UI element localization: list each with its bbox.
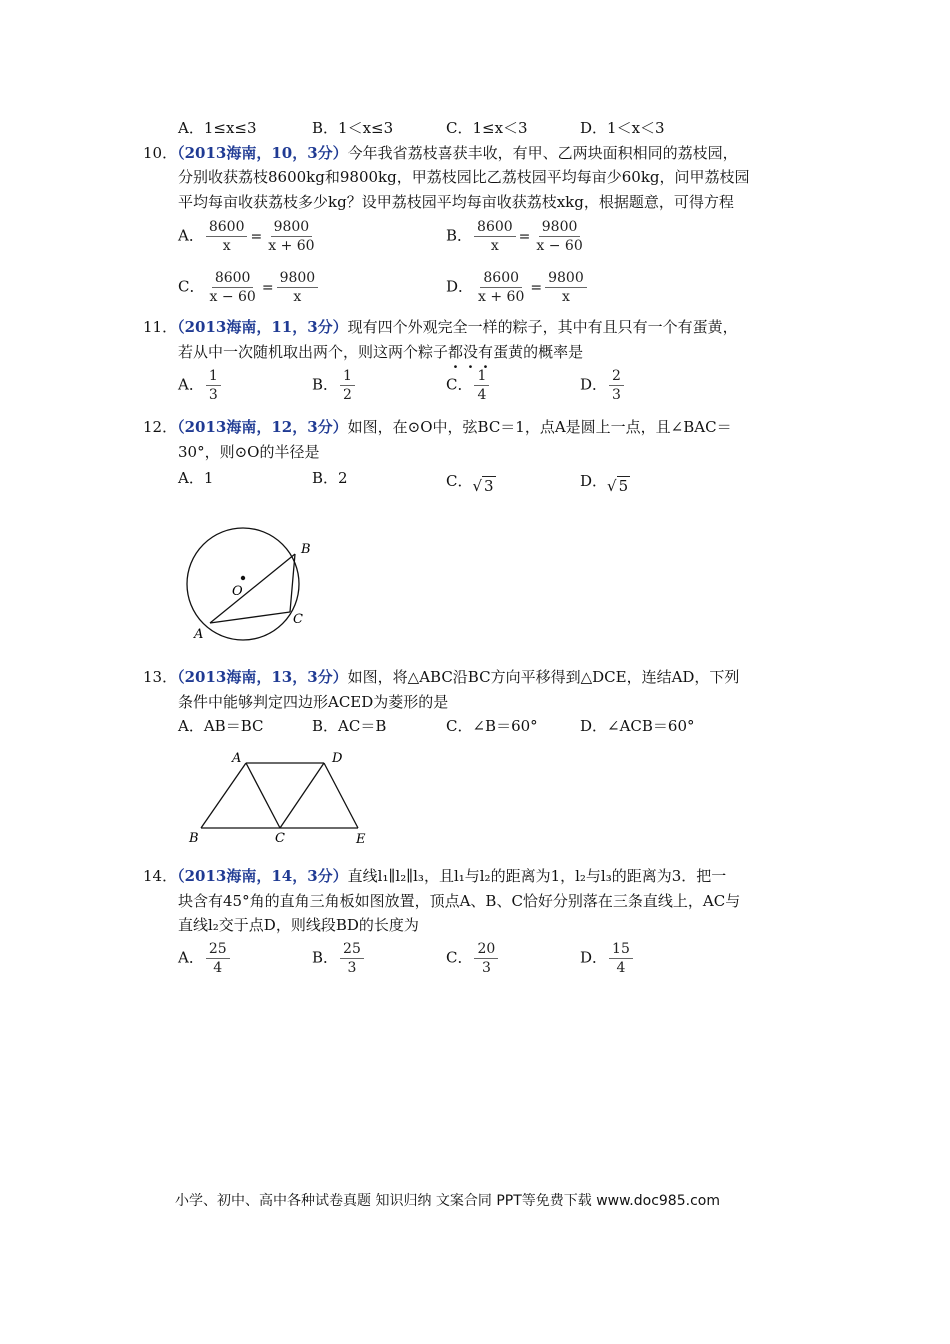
q14-option-label: D． <box>580 948 608 967</box>
q11-option-c <box>446 367 491 404</box>
q10-left-fraction <box>474 218 516 255</box>
q14-source: （2013海南，14，3分） <box>177 867 348 885</box>
q14-option-label: A． <box>178 948 204 967</box>
q11-option-d <box>580 367 626 404</box>
q10-line1 <box>143 142 738 164</box>
q13-parallelogram-figure <box>180 748 380 848</box>
label-a: A <box>232 751 242 766</box>
q14-line2: 块含有45°角的直角三角板如图放置，顶点A、B、C恰好分别落在三条直线上，AC与 <box>178 892 741 910</box>
segment-cd <box>280 763 324 828</box>
q14-line1 <box>143 865 726 887</box>
q11-fraction <box>206 367 221 404</box>
q10-left-fraction-denominator: x − 60 <box>209 289 256 305</box>
q9-option-b: B．1＜x≤3 <box>312 119 394 137</box>
q13-option-c: C．∠B＝60° <box>446 717 538 735</box>
q11-fraction-denominator: 3 <box>612 387 621 403</box>
q10-right-fraction-denominator: x − 60 <box>536 238 583 254</box>
q12-option-b: B．2 <box>312 469 348 487</box>
q14-fraction-numerator: 25 <box>206 940 230 959</box>
page-footer: 小学、初中、高中各种试卷真题 知识归纳 文案合同 PPT等免费下载 www.doc985.com <box>175 1193 720 1209</box>
q11-fraction-numerator: 1 <box>206 367 221 386</box>
q10-line2: 分别收获荔枝8600kg和9800kg，甲荔枝园比乙荔枝园平均每亩少60kg，问甲荔枝园 <box>178 168 750 186</box>
q10-right-fraction <box>265 218 317 255</box>
segment-ac <box>246 763 280 828</box>
equals-sign: = <box>518 228 531 245</box>
q13-source: （2013海南，13，3分） <box>177 668 348 686</box>
q11-emph-3: 有 <box>478 343 494 361</box>
q11-fraction-numerator: 2 <box>609 367 624 386</box>
q10-right-fraction <box>533 218 585 255</box>
q11-fraction-numerator: 1 <box>474 367 489 386</box>
q11-option-a <box>178 367 223 404</box>
q10-left-fraction-numerator: 8600 <box>474 218 516 237</box>
q12-option-d-sqrt: √ 5 <box>607 477 629 495</box>
q12-line1 <box>143 416 732 438</box>
q10-option-label: B． <box>446 226 473 245</box>
q9-option-c: C．1≤x＜3 <box>446 119 528 137</box>
equals-sign: = <box>250 228 263 245</box>
q10-option-label: C． <box>178 277 205 296</box>
q10-left-fraction <box>206 269 258 306</box>
q10-right-fraction <box>277 269 319 306</box>
q12-option-d-label: D． <box>580 472 608 490</box>
q10-left-fraction-denominator: x <box>490 238 499 254</box>
q11-option-label: D． <box>580 375 608 394</box>
chord-bc <box>290 554 295 612</box>
q10-right-fraction <box>545 269 587 306</box>
q12-line2: 30°，则⊙O的半径是 <box>178 443 320 461</box>
q11-fraction-denominator: 4 <box>477 387 487 403</box>
q10-right-fraction-denominator: x <box>561 289 570 305</box>
q11-fraction <box>474 367 489 404</box>
q10-option-d <box>446 269 589 306</box>
q10-right-fraction-denominator: x + 60 <box>268 238 315 254</box>
q9-option-d: D．1＜x＜3 <box>580 119 665 137</box>
q14-fraction <box>206 940 230 977</box>
q10-left-fraction-numerator: 8600 <box>480 269 522 288</box>
q14-fraction-numerator: 15 <box>609 940 633 959</box>
q11-fraction-numerator: 1 <box>340 367 355 386</box>
q14-fraction-denominator: 3 <box>481 960 491 976</box>
q10-right-fraction-numerator: 9800 <box>545 269 587 288</box>
q14-fraction-denominator: 4 <box>616 960 626 976</box>
label-d: D <box>332 751 343 766</box>
q10-option-c <box>178 269 320 306</box>
q12-number: 12． <box>143 418 178 436</box>
q10-right-fraction-denominator: x <box>293 289 302 305</box>
q14-fraction <box>474 940 498 977</box>
q11-number: 11． <box>143 318 178 336</box>
equals-sign: = <box>530 279 543 296</box>
q14-option-a <box>178 940 232 977</box>
q13-option-b: B．AC＝B <box>312 717 387 735</box>
q14-fraction-denominator: 4 <box>213 960 223 976</box>
label-o: O <box>232 584 243 599</box>
q14-option-d <box>580 940 635 977</box>
q11-fraction <box>340 367 355 404</box>
q12-circle-figure <box>175 525 325 650</box>
q10-text1: 今年我省荔枝喜获丰收，有甲、乙两块面积相同的荔枝园， <box>347 144 738 162</box>
q9-option-a: A．1≤x≤3 <box>178 119 257 137</box>
q10-left-fraction-denominator: x + 60 <box>478 289 525 305</box>
label-a: A <box>194 627 204 642</box>
q14-option-c <box>446 940 500 977</box>
q10-left-fraction-denominator: x <box>222 238 231 254</box>
q10-source: （2013海南，10，3分） <box>177 144 348 162</box>
q11-fraction <box>609 367 624 404</box>
label-e: E <box>356 832 366 847</box>
q10-right-fraction-numerator: 9800 <box>277 269 319 288</box>
q11-text2-pre: 若从中一次随机取出两个，则这两个粽子 <box>178 343 449 361</box>
q14-option-b <box>312 940 366 977</box>
segment-de <box>324 763 358 828</box>
q11-emph-1: 都 <box>448 343 464 361</box>
q12-option-c-label: C． <box>446 472 473 490</box>
q10-left-fraction-numerator: 8600 <box>212 269 254 288</box>
q14-fraction <box>340 940 364 977</box>
q10-line3: 平均每亩收获荔枝多少kg？设甲荔枝园平均每亩收获荔枝xkg，根据题意，可得方程 <box>178 193 734 211</box>
q14-line3: 直线l₂交于点D，则线段BD的长度为 <box>178 916 419 934</box>
q14-text1: 直线l₁∥l₂∥l₃，且l₁与l₂的距离为1，l₂与l₃的距离为3．把一 <box>347 867 727 885</box>
q11-fraction-denominator: 2 <box>343 387 352 403</box>
q12-option-a: A．1 <box>178 469 214 487</box>
q14-option-label: C． <box>446 948 473 967</box>
segment-ab <box>201 763 246 828</box>
q12-option-c-radicand: 3 <box>484 477 494 495</box>
q11-emph-2: 没 <box>463 343 479 361</box>
q14-option-label: B． <box>312 948 339 967</box>
q12-option-c <box>446 467 496 497</box>
q14-fraction <box>609 940 633 977</box>
q12-option-d <box>580 467 630 497</box>
q11-source: （2013海南，11，3分） <box>177 318 348 336</box>
q13-line1 <box>143 666 739 688</box>
q13-number: 13． <box>143 668 178 686</box>
q13-option-a: A．AB＝BC <box>178 717 264 735</box>
q11-text2-post: 蛋黄的概率是 <box>493 343 584 361</box>
q14-fraction-numerator: 20 <box>474 940 498 959</box>
q14-fraction-numerator: 25 <box>340 940 364 959</box>
q12-option-d-radicand: 5 <box>618 477 629 495</box>
equals-sign: = <box>261 279 274 296</box>
label-b: B <box>301 542 311 557</box>
q10-left-fraction-numerator: 8600 <box>206 218 248 237</box>
q13-line2: 条件中能够判定四边形ACED为菱形的是 <box>178 693 449 711</box>
label-c: C <box>275 831 285 846</box>
q11-text1: 现有四个外观完全一样的粽子，其中有且只有一个有蛋黄， <box>347 318 738 336</box>
q10-number: 10． <box>143 144 178 162</box>
q11-option-b <box>312 367 357 404</box>
q10-option-label: A． <box>178 226 204 245</box>
q11-line2 <box>178 341 583 363</box>
q12-text1: 如图，在⊙O中，弦BC＝1，点A是圆上一点，且∠BAC＝ <box>347 418 732 436</box>
center-point-o <box>241 576 245 580</box>
q10-left-fraction <box>206 218 248 255</box>
q11-fraction-denominator: 3 <box>208 387 218 403</box>
q12-source: （2013海南，12，3分） <box>177 418 348 436</box>
q10-option-b <box>446 218 588 255</box>
q10-right-fraction-numerator: 9800 <box>271 218 313 237</box>
q10-option-label: D． <box>446 277 474 296</box>
label-c: C <box>293 612 303 627</box>
q13-option-d: D．∠ACB＝60° <box>580 717 695 735</box>
q11-option-label: A． <box>178 375 204 394</box>
q10-left-fraction <box>475 269 527 306</box>
circle-o <box>187 528 299 640</box>
q13-text1: 如图，将△ABC沿BC方向平移得到△DCE，连结AD，下列 <box>347 668 740 686</box>
q12-option-c-sqrt: √ 3 <box>472 477 494 495</box>
q11-option-label: B． <box>312 375 339 394</box>
q11-option-label: C． <box>446 375 473 394</box>
q10-option-a <box>178 218 320 255</box>
q11-line1 <box>143 316 738 338</box>
q14-number: 14． <box>143 867 178 885</box>
q14-fraction-denominator: 3 <box>347 960 357 976</box>
q10-right-fraction-numerator: 9800 <box>539 218 581 237</box>
label-b: B <box>189 831 199 846</box>
